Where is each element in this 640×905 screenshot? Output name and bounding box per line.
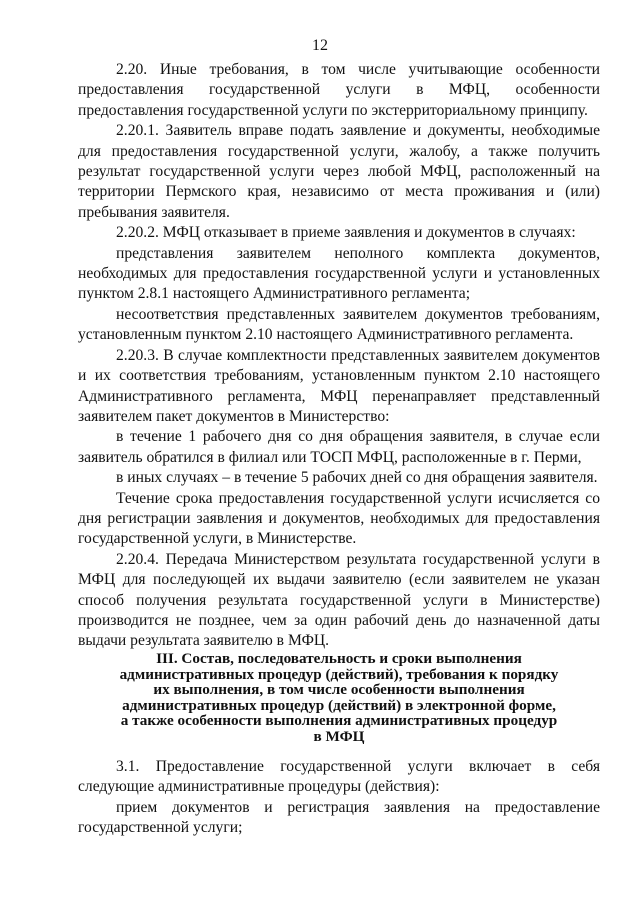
- section-heading: [78, 651, 600, 745]
- paragraph-2-20-1: 2.20.1. Заявитель вправе подать заявление и документы, необходимые для предоставления государственной услуги, жалобу, а также получить результат государственной услуги через любой МФЦ, расположенный на территории Пермского края, независимо от места проживания и (или) пребывания заявителя.: [78, 122, 600, 221]
- paragraph-incomplete-documents: представления заявителем неполного комплекта документов, необходимых для предоставления государственной услуги и установленных пунктом 2.8.1 настоящего Административного регламента;: [78, 244, 600, 303]
- paragraph-2-20-3: 2.20.3. В случае комплектности представленных заявителем документов и их соответствия требованиям, установленным пунктом 2.10 настоящего Административного регламента, МФЦ перенаправляет представленный заявителем пакет документов в Министерство:: [78, 346, 600, 425]
- section-heading-line: их выполнения, в том числе особенности выполнения: [153, 681, 525, 699]
- paragraph-nonconformity: несоответствия представленных заявителем документов требованиям, установленным пунктом 2.10 настоящего Административного регламента.: [78, 305, 600, 344]
- paragraph-2-20-2: 2.20.2. МФЦ отказывает в приеме заявления и документов в случаях:: [116, 224, 576, 242]
- section-heading-line: а также особенности выполнения административных процедур: [120, 712, 558, 730]
- paragraph-2-20-4: 2.20.4. Передача Министерством результата государственной услуги в МФЦ для последующей их выдачи заявителю (если заявителем не указан способ получения результата государственной услуги в Министерстве) производится не позднее, чем за один рабочий день до назначенной даты выдачи результата заявителю в МФЦ.: [78, 550, 600, 650]
- section-heading-line: административных процедур (действий), требования к порядку: [119, 665, 559, 683]
- body-text-top: [78, 60, 600, 652]
- paragraph-2-20: 2.20. Иные требования, в том числе учитывающие особенности предоставления государственной услуги в МФЦ, особенности предоставления государственной услуги по экстерриториальному принципу.: [78, 61, 600, 119]
- body-text-bottom: [78, 757, 600, 839]
- section-heading-line: административных процедур (действий) в электронной форме,: [122, 696, 556, 714]
- page-number: 12: [312, 37, 328, 54]
- section-heading-line: в МФЦ: [313, 727, 365, 745]
- paragraph-five-day-term: в иных случаях – в течение 5 рабочих дней со дня обращения заявителя.: [116, 469, 598, 487]
- paragraph-term-calculation: Течение срока предоставления государственной услуги исчисляется со дня регистрации заявления и документов, необходимых для предоставления государственной услуги, в Министерстве.: [78, 489, 600, 548]
- paragraph-3-1: 3.1. Предоставление государственной услуги включает в себя следующие административные процедуры (действия):: [78, 758, 600, 796]
- paragraph-document-intake: прием документов и регистрация заявления на предоставление государственной услуги;: [78, 798, 600, 837]
- paragraph-one-day-term: в течение 1 рабочего дня со дня обращения заявителя, в случае если заявитель обратился в филиал или ТОСП МФЦ, расположенные в г. Перми,: [78, 428, 600, 466]
- section-heading-line: III. Состав, последовательность и сроки выполнения: [156, 650, 522, 667]
